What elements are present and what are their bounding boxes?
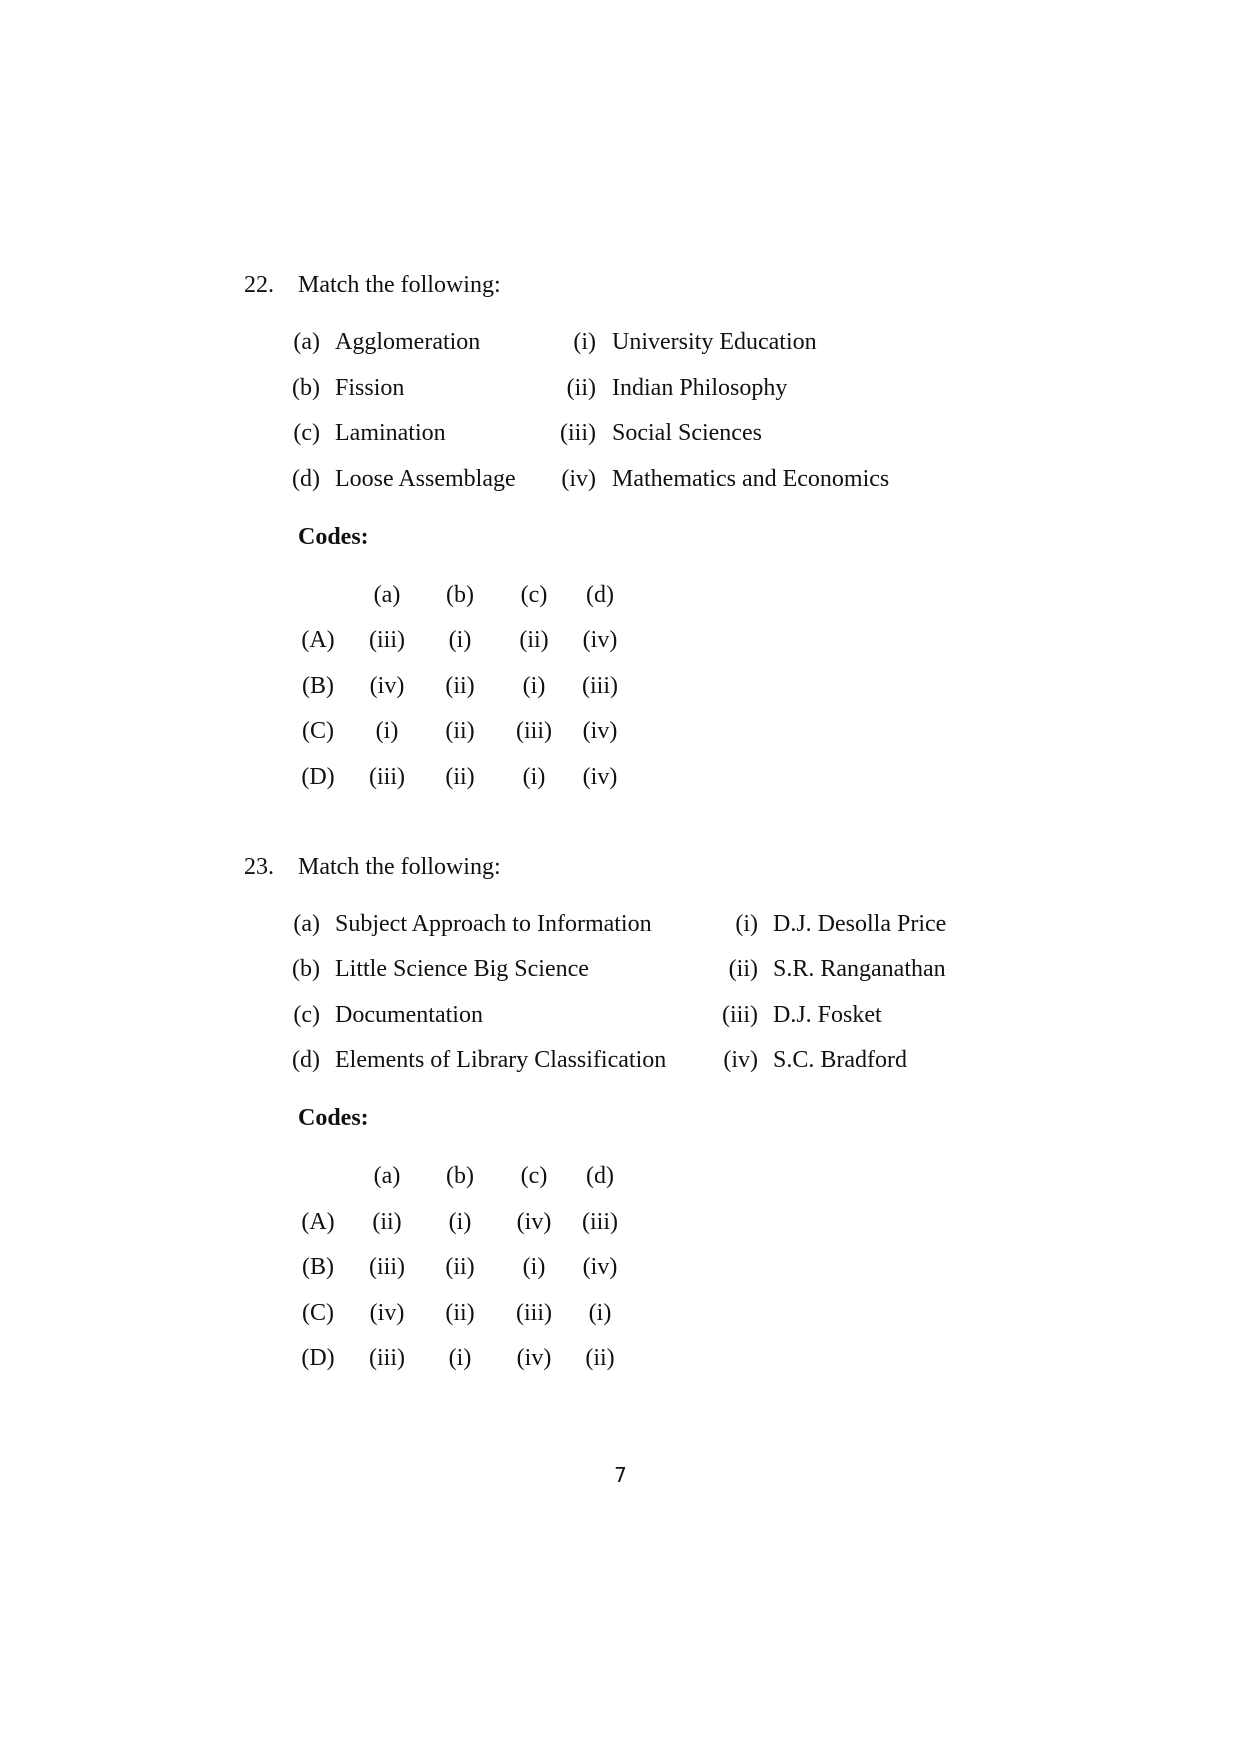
question-prompt: Match the following: <box>298 854 501 880</box>
right-item-text: University Education <box>612 329 817 355</box>
codes-cell: (iii) <box>369 1345 405 1371</box>
left-item-text: Loose Assemblage <box>335 466 516 492</box>
codes-cell: (iv) <box>369 1300 405 1326</box>
codes-option-label: (B) <box>302 1254 334 1280</box>
question-number: 22. <box>244 272 274 298</box>
right-item-label: (ii) <box>566 375 596 401</box>
codes-option-label: (A) <box>301 1209 335 1235</box>
codes-cell: (iii) <box>369 764 405 790</box>
codes-column-header: (b) <box>446 1163 474 1189</box>
codes-cell: (iii) <box>369 627 405 653</box>
codes-cell: (iii) <box>369 1254 405 1280</box>
right-item-label: (iii) <box>560 420 596 446</box>
left-item-text: Subject Approach to Information <box>335 911 652 937</box>
left-item-label: (c) <box>293 420 320 446</box>
codes-cell: (ii) <box>585 1345 615 1371</box>
codes-cell: (ii) <box>519 627 549 653</box>
codes-option-label: (B) <box>302 673 334 699</box>
left-item-text: Documentation <box>335 1002 483 1028</box>
right-item-label: (i) <box>573 329 596 355</box>
codes-column-header: (d) <box>586 582 614 608</box>
left-item-label: (a) <box>293 329 320 355</box>
codes-cell: (ii) <box>372 1209 402 1235</box>
codes-cell: (ii) <box>445 718 475 744</box>
codes-cell: (i) <box>522 764 546 790</box>
codes-option-label: (C) <box>302 718 334 744</box>
right-item-label: (iv) <box>723 1047 758 1073</box>
right-item-text: S.C. Bradford <box>773 1047 907 1073</box>
codes-option-label: (A) <box>301 627 335 653</box>
right-item-label: (iii) <box>722 1002 758 1028</box>
right-item-text: Social Sciences <box>612 420 762 446</box>
codes-column-header: (d) <box>586 1163 614 1189</box>
left-item-label: (b) <box>292 956 320 982</box>
codes-cell: (iii) <box>582 1209 618 1235</box>
codes-heading: Codes: <box>298 1105 369 1131</box>
left-item-label: (d) <box>292 1047 320 1073</box>
codes-column-header: (b) <box>446 582 474 608</box>
left-item-text: Little Science Big Science <box>335 956 589 982</box>
codes-column-header: (a) <box>373 582 401 608</box>
right-item-text: S.R. Ranganathan <box>773 956 946 982</box>
codes-cell: (ii) <box>445 1300 475 1326</box>
codes-cell: (ii) <box>445 673 475 699</box>
codes-cell: (i) <box>375 718 399 744</box>
left-item-text: Fission <box>335 375 405 401</box>
left-item-label: (d) <box>292 466 320 492</box>
right-item-text: Indian Philosophy <box>612 375 788 401</box>
codes-cell: (ii) <box>445 1254 475 1280</box>
codes-option-label: (C) <box>302 1300 334 1326</box>
codes-cell: (ii) <box>445 764 475 790</box>
left-item-text: Elements of Library Classification <box>335 1047 667 1073</box>
question-number: 23. <box>244 854 274 880</box>
right-item-label: (i) <box>735 911 758 937</box>
left-item-label: (c) <box>293 1002 320 1028</box>
left-item-label: (a) <box>293 911 320 937</box>
codes-cell: (i) <box>522 1254 546 1280</box>
codes-heading: Codes: <box>298 524 369 550</box>
question-prompt: Match the following: <box>298 272 501 298</box>
codes-cell: (iii) <box>582 673 618 699</box>
right-item-label: (iv) <box>561 466 596 492</box>
codes-cell: (iv) <box>516 1209 552 1235</box>
codes-cell: (iv) <box>582 627 618 653</box>
left-item-text: Agglomeration <box>335 329 481 355</box>
codes-option-label: (D) <box>301 1345 335 1371</box>
left-item-text: Lamination <box>335 420 446 446</box>
right-item-label: (ii) <box>728 956 758 982</box>
codes-cell: (iv) <box>582 764 618 790</box>
codes-cell: (i) <box>448 1209 472 1235</box>
right-item-text: Mathematics and Economics <box>612 466 890 492</box>
left-item-label: (b) <box>292 375 320 401</box>
codes-cell: (iii) <box>516 1300 552 1326</box>
codes-cell: (i) <box>588 1300 612 1326</box>
codes-option-label: (D) <box>301 764 335 790</box>
codes-column-header: (c) <box>520 582 548 608</box>
codes-cell: (iv) <box>582 1254 618 1280</box>
codes-cell: (i) <box>522 673 546 699</box>
codes-column-header: (c) <box>520 1163 548 1189</box>
codes-cell: (iii) <box>516 718 552 744</box>
codes-cell: (iv) <box>582 718 618 744</box>
right-item-text: D.J. Fosket <box>773 1002 882 1028</box>
codes-cell: (iv) <box>516 1345 552 1371</box>
codes-cell: (i) <box>448 1345 472 1371</box>
right-item-text: D.J. Desolla Price <box>773 911 947 937</box>
codes-cell: (iv) <box>369 673 405 699</box>
codes-cell: (i) <box>448 627 472 653</box>
page-number: 7 <box>614 1463 627 1487</box>
codes-column-header: (a) <box>373 1163 401 1189</box>
